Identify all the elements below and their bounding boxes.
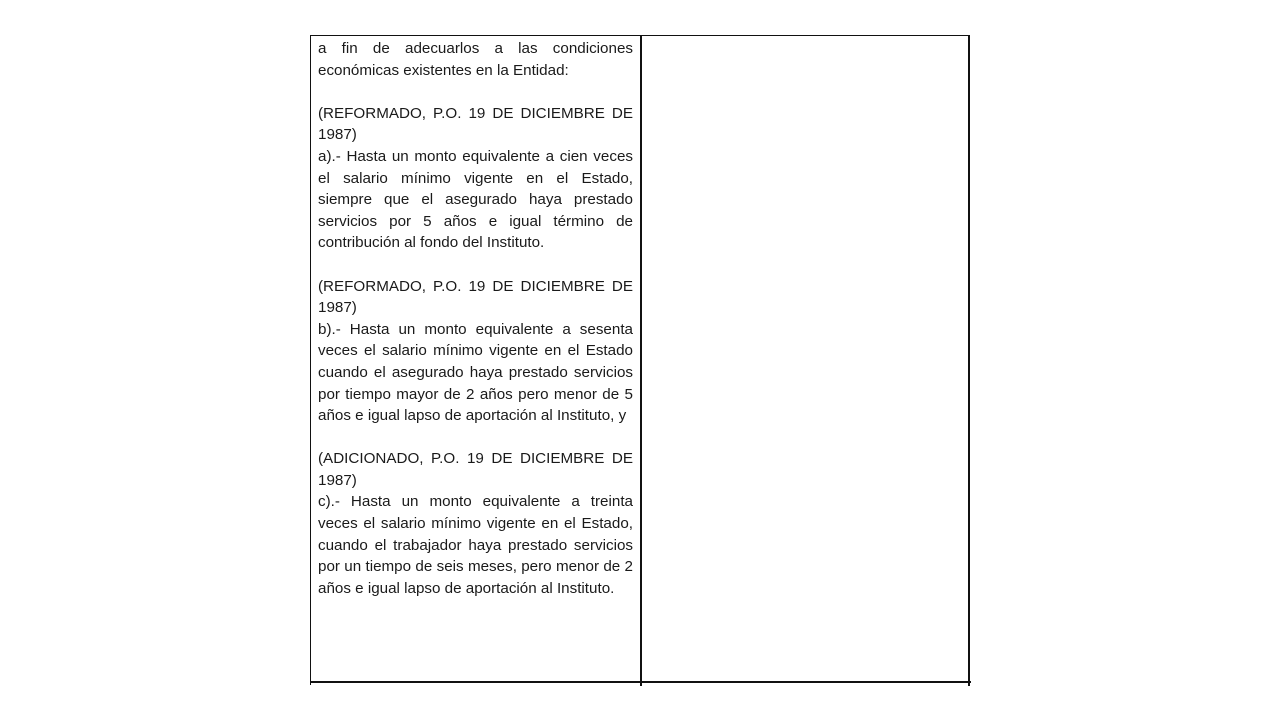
column-divider: [640, 36, 642, 686]
section-a-note: (REFORMADO, P.O. 19 DE DICIEMBRE DE 1987): [318, 104, 633, 144]
left-column-cell: [318, 38, 633, 599]
section-b-text: b).- Hasta un monto equivalente a sesenta veces el salario mínimo vigente en el Estado cuando el asegurado haya prestado servicios por tiempo mayor de 2 años pero menor de 5 años e igual lapso de aportación al Instituto, y: [318, 320, 633, 425]
right-column-cell: [642, 36, 968, 681]
section-c-text: c).- Hasta un monto equivalente a treinta veces el salario mínimo vigente en el Estado, cuando el trabajador haya prestado servicios por un tiempo de seis meses, pero menor de 2 años e igual lapso de aportación al Instituto.: [318, 493, 633, 597]
table-right-border: [968, 36, 970, 686]
section-a-text: a).- Hasta un monto equivalente a cien veces el salario mínimo vigente en el Estado, siempre que el asegurado haya prestado servicios por 5 años e igual término de contribución al fondo del Instituto.: [318, 147, 633, 252]
intro-paragraph: a fin de adecuarlos a las condiciones económicas existentes en la Entidad:: [318, 40, 633, 79]
comparison-table: [310, 35, 970, 685]
table-bottom-border: [310, 681, 971, 683]
section-c-note: (ADICIONADO, P.O. 19 DE DICIEMBRE DE 1987): [318, 450, 633, 489]
section-b-note: (REFORMADO, P.O. 19 DE DICIEMBRE DE 1987): [318, 277, 633, 317]
